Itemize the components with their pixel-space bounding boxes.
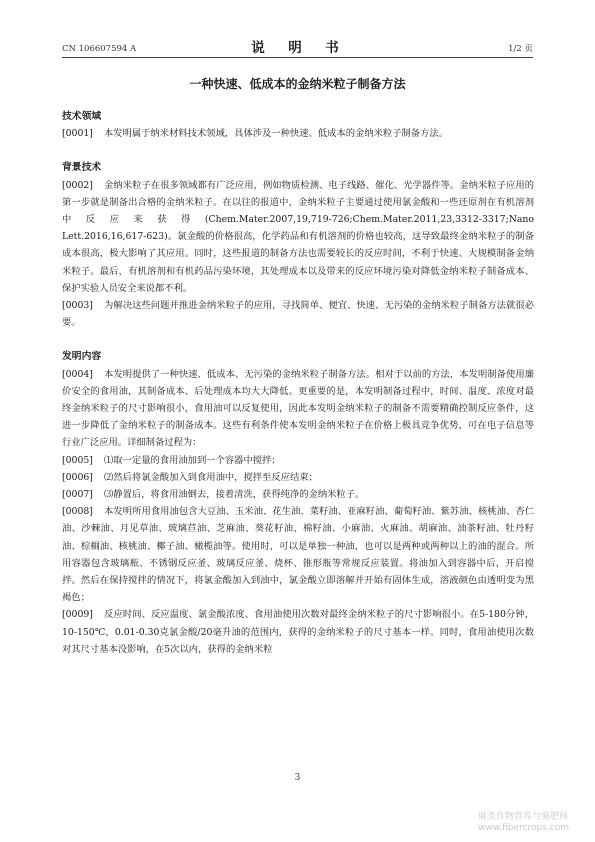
- paragraph-text: ⑶静置后，将食用油倒去，接着清洗，获得纯净的金纳米粒子。: [104, 489, 365, 501]
- watermark-url: www.fibercrops.com: [478, 823, 569, 833]
- watermark: [478, 812, 569, 834]
- paragraph-0006: [62, 469, 534, 486]
- header-divider: [62, 57, 533, 58]
- paragraph-text: ⑵然后将氯金酸加入到食用油中，搅拌至反应结束；: [104, 471, 318, 483]
- patent-number: CN 106607594 A: [62, 44, 137, 54]
- paragraph-0001: [62, 125, 534, 142]
- page-header: [62, 36, 533, 56]
- paragraph-number: [0004]: [62, 368, 93, 380]
- spacer: [62, 331, 534, 348]
- paragraph-0009: [62, 606, 534, 658]
- paragraph-text: 为解决这些问题并推进金纳米粒子的应用，寻找简单、便宜、快速、无污染的金纳米粒子制备方法就很必要。: [62, 300, 534, 329]
- section-heading-invention: 发明内容: [62, 351, 102, 363]
- paragraph-0003: [62, 297, 534, 331]
- paragraph-number: [0006]: [62, 471, 93, 483]
- paragraph-0007: [62, 486, 534, 503]
- paragraph-number: [0002]: [62, 179, 93, 191]
- paragraph-number: [0008]: [62, 506, 93, 518]
- paragraph-number: [0001]: [62, 128, 93, 140]
- spacer: [62, 142, 534, 159]
- paragraph-text: 本发明属于纳米材料技术领域，具体涉及一种快速、低成本的金纳米粒子制备方法。: [104, 128, 448, 140]
- document-title: 一种快速、低成本的金纳米粒子制备方法: [189, 77, 406, 91]
- page-indicator: 1/2 页: [508, 44, 533, 54]
- paragraph-text: 金纳米粒子在很多领域都有广泛应用，例如物质检测、电子线路、催化、光学器件等。金纳米粒子应用的第一步就是制备出合格的金纳米粒子。在以往的报道中，金纳米粒子主要通过使用氯金酸和一些还原剂在有机溶剂中反应来获得(Chem.Mater.2007,19,719-726;Chem.Mater.2011,23,3312-3317;Nano Lett.2016,16,617-623)。氯金酸的价格很高，化学药品和有机溶剂的价格也较高，这导致最终金纳米粒子的制备成本很高，极大影响了其应用。同时，这些报道的制备方法也需要较长的反应时间，不利于快速、大规模制备金纳米粒子。最后，有机溶剂和有机药品污染环境，其处理成本以及带来的反应环境污染对降低金纳米粒子制备成本、保护实验人员安全来说都不利。: [62, 179, 534, 294]
- paragraph-text: 本发明提供了一种快速、低成本、无污染的金纳米粒子制备方法。相对于以前的方法，本发明制备使用廉价安全的食用油，其制备成本、后处理成本均大大降低。更重要的是，本发明制备过程中，时间、温度、浓度对最终金纳米粒子的尺寸影响很小，食用油可以反复使用，因此本发明金纳米粒子的制备不需要精确控制反应条件，这进一步降低了金纳米粒子的制备成本。这些有利条件使本发明金纳米粒子在价格上极具竞争优势，可在电子信息等行业广泛应用。详细制备过程为：: [62, 368, 534, 449]
- paragraph-0004: [62, 366, 534, 452]
- paragraph-number: [0005]: [62, 454, 93, 466]
- watermark-site-name: 麻类作物营养与施肥网: [478, 812, 569, 822]
- section-heading-tech-field: 技术领域: [62, 111, 102, 122]
- paragraph-number: [0009]: [62, 609, 93, 621]
- document-type-heading: 说 明 书: [251, 40, 344, 56]
- paragraph-text: ⑴取一定量的食用油加到一个容器中搅拌；: [104, 454, 281, 466]
- paragraph-text: 反应时间、反应温度、氯金酸浓度、食用油使用次数对最终金纳米粒子的尺寸影响很小。在5-180分钟，10-150℃，0.01-0.30克氯金酸/20毫升油的范围内，获得的金纳米粒子的尺寸基本一样。同时，食用油使用次数对其尺寸基本没影响，在5次以内，获得的金纳米粒: [62, 609, 534, 655]
- paragraph-number: [0003]: [62, 300, 93, 312]
- page-number: 3: [294, 773, 301, 783]
- paragraph-0002: [62, 177, 534, 297]
- section-heading-background: 背景技术: [62, 162, 102, 174]
- paragraph-number: [0007]: [62, 489, 93, 501]
- paragraph-0008: [62, 503, 534, 606]
- document-body: [62, 108, 534, 658]
- paragraph-0005: [62, 452, 534, 469]
- paragraph-text: 本发明所用食用油包含大豆油、玉米油、花生油、菜籽油、亚麻籽油、葡萄籽油、紫苏油、核桃油、杏仁油、沙棘油、月见草油、玻璃苣油、芝麻油、葵花籽油、棉籽油、小麻油、火麻油、胡麻油、油茶籽油、牡丹籽油、棕榈油、核桃油、椰子油、橄榄油等。使用时，可以是单独一种油，也可以是两种或两种以上的油的混合。所用容器包含玻璃瓶、不锈钢反应釜、玻璃反应釜、烧杯、锥形瓶等常规反应装置。将油加入到容器中后，开启搅拌。然后在保持搅拌的情况下，将氯金酸加入到油中，氯金酸立即溶解并开始有固体生成，溶液颜色由透明变为黑褐色；: [62, 506, 534, 604]
